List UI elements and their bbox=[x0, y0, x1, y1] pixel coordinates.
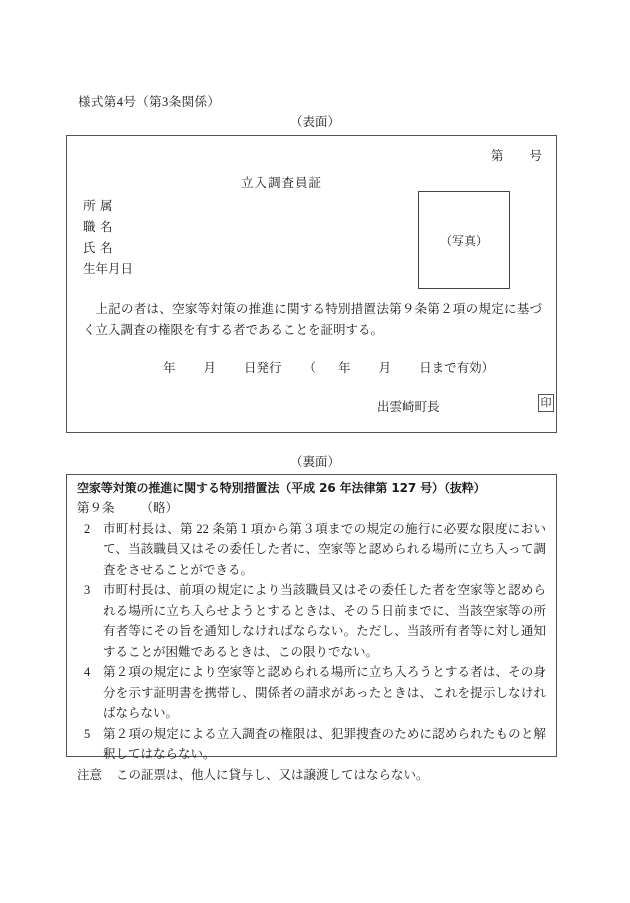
validity-month-label: 月 bbox=[378, 361, 392, 375]
field-affiliation-char2: 属 bbox=[100, 199, 113, 213]
seal-stamp-box: 印 bbox=[538, 394, 554, 412]
clause-number: 2 bbox=[84, 521, 91, 536]
signer-name: 出雲崎町長 bbox=[377, 400, 440, 414]
field-row-affiliation bbox=[83, 196, 133, 217]
field-name-char2: 名 bbox=[100, 241, 113, 255]
validity-paren-open: （ bbox=[303, 361, 317, 375]
validity-tail-label: 日まで有効） bbox=[419, 361, 495, 375]
certificate-number-line bbox=[491, 146, 542, 164]
front-side-label: （表面） bbox=[289, 115, 340, 129]
law-clause bbox=[77, 724, 546, 765]
certificate-number-prefix: 第 bbox=[490, 149, 504, 163]
article-heading bbox=[77, 498, 546, 519]
issue-month-label: 月 bbox=[203, 361, 217, 375]
clause-text: 第２項の規定により空家等と認められる場所に立ち入ろうとする者は、その身分を示す証明書を携帯し、関係者の請求があったときは、これを提示しなければならない。 bbox=[103, 665, 546, 720]
issue-date-line bbox=[163, 358, 494, 376]
back-side-label: （裏面） bbox=[289, 455, 340, 469]
law-clause bbox=[77, 519, 546, 581]
article-omitted-marker: （略） bbox=[140, 501, 179, 515]
photo-placeholder-box bbox=[418, 191, 510, 289]
clause-text: 第２項の規定による立入調査の権限は、犯罪捜査のために認められたものと解釈してはならない。 bbox=[103, 726, 546, 761]
field-row-birthdate: 生年月日 bbox=[83, 262, 134, 276]
clause-number: 4 bbox=[84, 665, 91, 679]
clause-number: 3 bbox=[84, 583, 91, 597]
notice-text: この証票は、他人に貸与し、又は譲渡してはならない。 bbox=[116, 767, 429, 782]
clause-text: 市町村長は、第 22 条第１項から第３項までの規定の施行に必要な限度において、当該職員又はその委任した者に、空家等と認められる場所に立ち入って調査をさせることができる。 bbox=[103, 521, 546, 577]
notice-line bbox=[77, 765, 546, 786]
field-row-job-title bbox=[83, 217, 133, 238]
law-clause bbox=[77, 662, 546, 724]
field-job-title-char1: 職 bbox=[83, 220, 96, 234]
id-card-back bbox=[66, 474, 557, 782]
validity-year-label: 年 bbox=[338, 361, 351, 375]
notice-label: 注意 bbox=[77, 767, 103, 782]
clause-text: 市町村長は、前項の規定により当該職員又はその委任した者を空家等と認められる場所に立ち入らせようとするときは、その５日前までに、当該空家等の所有者等にその旨を通知しなければならない。ただし、当該所有者等に対し通知することが困難であるときは、この限りでない。 bbox=[103, 583, 546, 659]
form-number: 様式第4号（第3条関係） bbox=[78, 95, 221, 109]
law-clause bbox=[77, 580, 546, 662]
issue-day-label: 日発行 bbox=[244, 361, 282, 375]
field-label-list bbox=[83, 196, 133, 280]
field-affiliation-char1: 所 bbox=[83, 199, 96, 213]
id-card-front bbox=[66, 135, 557, 433]
clause-number: 5 bbox=[84, 726, 91, 741]
field-row-name bbox=[83, 238, 133, 259]
certificate-number-suffix: 号 bbox=[529, 149, 542, 163]
card-title: 立入調査員証 bbox=[240, 176, 322, 190]
field-name-char1: 氏 bbox=[83, 241, 96, 255]
certification-statement: 上記の者は、空家等対策の推進に関する特別措置法第９条第２項の規定に基づく立入調査の権限を有する者であることを証明する。 bbox=[83, 302, 542, 337]
article-number: 第９条 bbox=[77, 501, 115, 515]
photo-placeholder-label: （写真） bbox=[439, 233, 488, 248]
field-job-title-char2: 名 bbox=[100, 220, 113, 234]
law-title: 空家等対策の推進に関する特別措置法（平成 26 年法律第 127 号）（抜粋） bbox=[77, 481, 486, 495]
issue-year-label: 年 bbox=[163, 361, 176, 375]
